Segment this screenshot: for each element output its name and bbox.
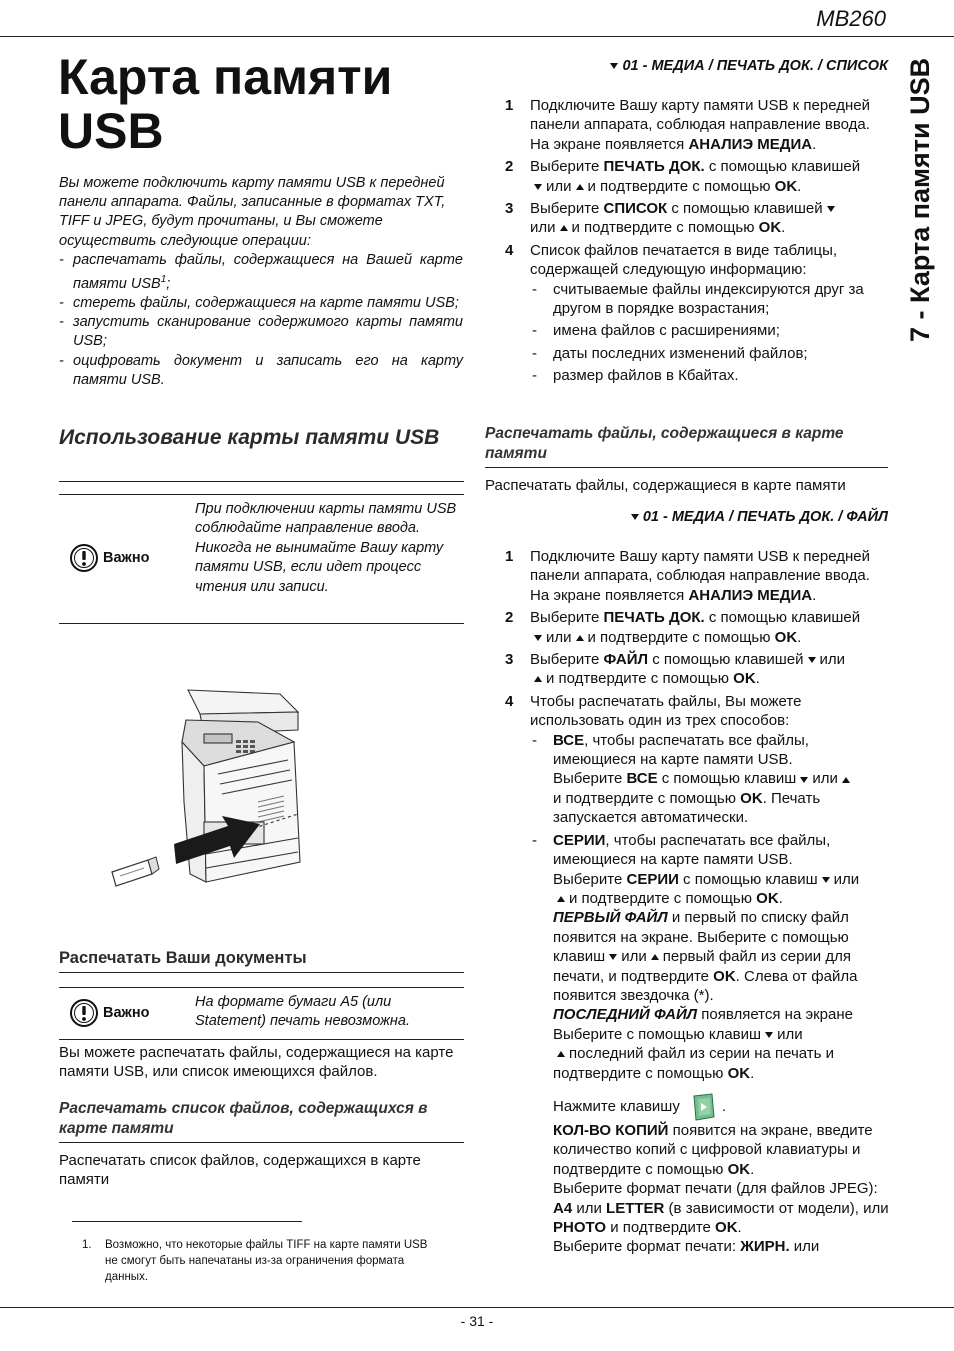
page-number: - 31 - [460, 1313, 494, 1329]
arrow-up-icon [576, 635, 584, 641]
section-heading-print: Распечатать Ваши документы [59, 949, 307, 967]
arrow-down-icon [808, 657, 816, 663]
step: 1 Подключите Вашу карту памяти USB к передней панели аппарата, соблюдая направление ввода. На экране появляется АНАЛИЭ МЕДИА. [505, 97, 870, 153]
page-title: Карта памяти USB [58, 49, 393, 159]
list-item: - считываемые файлы индексируются друг за другом в порядке возрастания; [530, 280, 890, 319]
model-name: MB260 [816, 6, 886, 31]
file-steps [505, 547, 890, 1260]
footnote [82, 1237, 442, 1285]
start-key-icon [690, 1093, 716, 1121]
intro-item: - распечатать файлы, содержащиеся на Вашей карте памяти USB$^1$; [59, 251, 463, 294]
list-description: Распечатать список файлов, содержащихся в карте памяти [59, 1152, 421, 1189]
subheading-files: Распечатать файлы, содержащиеся в карте памяти [485, 425, 844, 462]
arrow-up-icon [576, 184, 584, 190]
arrow-up-icon [534, 676, 542, 682]
arrow-down-icon [765, 1032, 773, 1038]
list-steps [505, 96, 890, 389]
header-rule [0, 36, 954, 37]
print-intro: Вы можете распечатать файлы, содержащиеся на карте памяти USB, или список имеющихся файлов. [59, 1044, 454, 1081]
footnote-text: Возможно, что некоторые файлы TIFF на карте памяти USB не смогут быть напечатаны из-за ограничения формата данных. [105, 1239, 428, 1283]
arrow-down-icon [800, 777, 808, 783]
note-text: При подключении карты памяти USB соблюдайте направление ввода. Никогда не вынимайте Вашу карту памяти USB, если идет процесс чтения или записи. [195, 501, 457, 595]
side-chapter-title: 7 - Карта памяти USB [905, 58, 935, 343]
arrow-down-icon [827, 206, 835, 212]
intro-item: - оцифровать документ и записать его на карту памяти USB. [59, 352, 463, 390]
files-description: Распечатать файлы, содержащиеся в карте памяти [485, 477, 846, 494]
arrow-up-icon [842, 777, 850, 783]
intro-block [59, 174, 463, 390]
step: 4 Чтобы распечатать файлы, Вы можете использовать один из трех способов: - ВСЕ, чтобы распечатать все файлы, имеющиеся на карте памяти USB. Выберите ВСЕ с помощью клавиш или и подтвердите с помощью OK. Печать запускается автоматически. - СЕРИИ, чтобы распечатать все файлы, имеющиеся на карте памяти USB. Выберите СЕРИИ с помощью клавиш или и подтвердите с помощью OK. ПЕРВЫЙ ФАЙЛ и первый по списку файл появится на экране. Выберите с помощью клавиш или первый файл из серии для печати, и подтвердите OK. Слева от файла появится звездочка (*). ПОСЛЕДНИЙ ФАЙЛ появляется на экране Выберите с помощью клавиш или последний файл из серии на печать и подтвердите с помощью OK. Нажмите клавишу . КОЛ-ВО КОПИЙ появится на экране, введите количество копий с цифровой клавиатуры и подтвердите с помощью OK. Выберите формат печати (для файлов JPEG): A4 или LETTER (в зависимости от модели), или PHOTO и подтвердите OK. Выберите формат печати: ЖИРН. или [505, 692, 890, 1257]
section-rule [59, 972, 464, 973]
intro-list [59, 251, 463, 390]
important-note [59, 494, 464, 624]
subheading-rule [59, 1142, 464, 1143]
step: 3 Выберите СПИСОК с помощью клавишей или и подтвердите с помощью OK. [505, 199, 890, 238]
arrow-up-icon [557, 1051, 565, 1057]
menu-path-files: 01 - МЕДИА / ПЕЧАТЬ ДОК. / ФАЙЛ [505, 509, 888, 525]
step: 1 Подключите Вашу карту памяти USB к передней панели аппарата, соблюдая направление ввода. На экране появляется АНАЛИЭ МЕДИА. [505, 548, 870, 604]
step: 2 Выберите ПЕЧАТЬ ДОК. с помощью клавишей или и подтвердите с помощью OK. [505, 609, 861, 646]
arrow-down-icon [610, 63, 618, 69]
intro-item: - запустить сканирование содержимого карты памяти USB; [59, 313, 463, 351]
list-item: - даты последних изменений файлов; [530, 344, 890, 363]
footnote-rule [72, 1221, 302, 1222]
list-item: - размер файлов в Кбайтах. [530, 366, 890, 385]
usb-stick-icon [112, 857, 159, 886]
note-label: Важно [69, 543, 149, 573]
menu-path-list: 01 - МЕДИА / ПЕЧАТЬ ДОК. / СПИСОК [505, 58, 888, 74]
note-label: Важно [69, 998, 149, 1028]
arrow-up-icon [557, 896, 565, 902]
device-illustration [108, 682, 308, 892]
step: 3 Выберите ФАЙЛ с помощью клавишей или и подтвердите с помощью OK. [505, 651, 846, 688]
section-rule [59, 481, 464, 482]
arrow-down-icon [822, 877, 830, 883]
arrow-up-icon [560, 225, 568, 231]
warning-icon [69, 543, 99, 573]
step: 4 Список файлов печатается в виде таблицы, содержащей следующую информацию: - считываемые файлы индексируются друг за другом в порядке возрастания; - имена файлов с расширениями; - даты последних изменений файлов; - размер файлов в Кбайтах. [505, 241, 890, 386]
intro-text: Вы можете подключить карту памяти USB к передней панели аппарата. Файлы, записанные в форматах TXT, TIFF и JPEG, будут прочитаны, и Вы сможете осуществить следующие операции: [59, 175, 446, 249]
important-note-a5 [59, 987, 464, 1040]
arrow-down-icon [609, 954, 617, 960]
footnote-number: 1. [82, 1239, 92, 1251]
arrow-down-icon [631, 514, 639, 520]
note-text: На формате бумаги A5 (или Statement) печать невозможна. [195, 994, 410, 1030]
footer-rule [0, 1307, 954, 1308]
footnote-ref: 1 [160, 274, 167, 286]
warning-icon [69, 998, 99, 1028]
arrow-down-icon [534, 184, 542, 190]
option-all: - ВСЕ, чтобы распечатать все файлы, имеющиеся на карте памяти USB. Выберите ВСЕ с помощью клавиш или и подтвердите с помощью OK. Печать запускается автоматически. [530, 731, 890, 828]
intro-item: - стереть файлы, содержащиеся на карте памяти USB; [59, 294, 463, 313]
subheading-rule [485, 467, 888, 468]
list-item: - имена файлов с расширениями; [530, 321, 890, 340]
option-series: - СЕРИИ, чтобы распечатать все файлы, имеющиеся на карте памяти USB. Выберите СЕРИИ с помощью клавиш или и подтвердите с помощью OK. ПЕРВЫЙ ФАЙЛ и первый по списку файл появится на экране. Выберите с помощью клавиш или первый файл из серии для печати, и подтвердите OK. Слева от файла появится звездочка (*). ПОСЛЕДНИЙ ФАЙЛ появляется на экране Выберите с помощью клавиш или последний файл из серии на печать и подтвердите с помощью OK. Нажмите клавишу . КОЛ-ВО КОПИЙ появится на экране, введите количество копий с цифровой клавиатуры и подтвердите с помощью OK. Выберите формат печати (для файлов JPEG): A4 или LETTER (в зависимости от модели), или PHOTO и подтвердите OK. Выберите формат печати: ЖИРН. или [530, 831, 890, 1257]
section-heading-usage: Использование карты памяти USB [59, 426, 440, 449]
arrow-up-icon [651, 954, 659, 960]
arrow-down-icon [534, 635, 542, 641]
step: 2 Выберите ПЕЧАТЬ ДОК. с помощью клавишей или и подтвердите с помощью OK. [505, 158, 861, 195]
subheading-list: Распечатать список файлов, содержащихся в карте памяти [59, 1100, 428, 1137]
